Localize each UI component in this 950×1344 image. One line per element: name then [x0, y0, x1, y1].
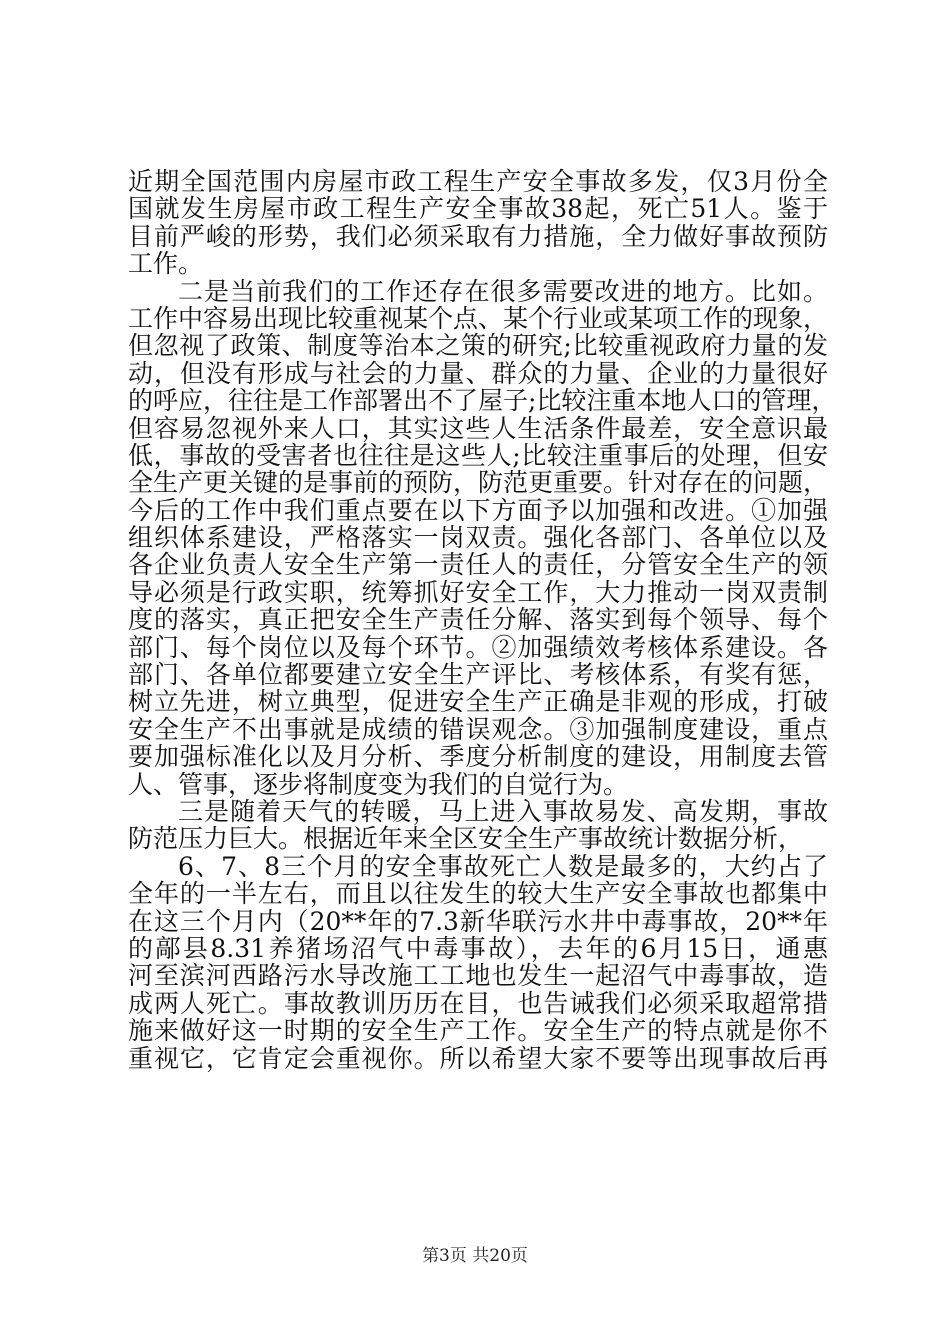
text-line: 成两人死亡。事故教训历历在目，也告诫我们必须采取超常措: [128, 988, 828, 1018]
text-line: 施来做好这一时期的安全生产工作。安全生产的特点就是你不: [128, 1016, 828, 1046]
text-line: 导必须是行政实职，统筹抓好安全工作，大力推动一岗双责制: [128, 577, 828, 607]
page-footer: 第3页 共20页: [422, 1246, 528, 1266]
text-line: 各企业负责人安全生产第一责任人的责任，分管安全生产的领: [128, 550, 828, 580]
text-line: 目前严峻的形势，我们必须采取有力措施，全力做好事故预防: [128, 221, 828, 251]
text-line: 近期全国范围内房屋市政工程生产安全事故多发，仅3月份全: [128, 167, 828, 196]
text-line: 的鄗县8.31养猪场沼气中毒事故），去年的6月15日，通惠: [128, 933, 828, 963]
text-line: 工作中容易出现比较重视某个点、某个行业或某项工作的现象，: [128, 303, 829, 333]
text-line: 6、7、8三个月的安全事故死亡人数是最多的，大约占了: [178, 851, 828, 881]
text-line: 人、管事，逐步将制度变为我们的自觉行为。: [128, 769, 629, 799]
text-line: 部门、每个岗位以及每个环节。②加强绩效考核体系建设。各: [128, 632, 828, 662]
text-line: 安全生产不出事就是成绩的错误观念。③加强制度建设，重点: [128, 714, 828, 744]
text-line: 但容易忽视外来人口，其实这些人生活条件最差，安全意识最: [128, 413, 828, 443]
text-line: 河至滨河西路污水导改施工工地也发生一起沼气中毒事故，造: [128, 961, 828, 991]
text-line: 全年的一半左右，而且以往发生的较大生产安全事故也都集中: [128, 879, 828, 909]
text-line: 但忽视了政策、制度等治本之策的研究;比较重视政府力量的发: [128, 331, 828, 361]
text-line: 的呼应，往往是工作部署出不了屋子;比较注重本地人口的管理，: [128, 386, 837, 416]
text-line: 树立先进，树立典型，促进安全生产正确是非观的形成，打破: [128, 687, 828, 717]
text-line: 全生产更关键的是事前的预防，防范更重要。针对存在的问题，: [128, 468, 829, 498]
text-line: 在这三个月内（20**年的7.3新华联污水井中毒事故，20**年: [128, 906, 828, 936]
text-line: 低，事故的受害者也往往是这些人;比较注重事后的处理，但安: [128, 440, 828, 470]
text-line: 今后的工作中我们重点要在以下方面予以加强和改进。①加强: [128, 495, 828, 525]
text-line: 重视它，它肯定会重视你。所以希望大家不要等出现事故后再: [128, 1043, 828, 1073]
text-line: 要加强标准化以及月分析、季度分析制度的建设，用制度去管: [128, 742, 828, 772]
text-line: 工作。: [128, 249, 204, 279]
text-line: 度的落实，真正把安全生产责任分解、落实到每个领导、每个: [128, 605, 828, 635]
text-line: 动，但没有形成与社会的力量、群众的力量、企业的力量很好: [128, 358, 828, 388]
text-line: 部门、各单位都要建立安全生产评比、考核体系，有奖有惩，: [128, 660, 828, 690]
document-body: [128, 167, 837, 1073]
text-line: 国就发生房屋市政工程生产安全事故38起，死亡51人。鉴于: [128, 194, 828, 224]
text-line: 防范压力巨大。根据近年来全区安全生产事故统计数据分析，: [128, 824, 804, 854]
text-line: 二是当前我们的工作还存在很多需要改进的地方。比如。: [178, 276, 828, 306]
text-line: 三是随着天气的转暖，马上进入事故易发、高发期，事故: [178, 796, 828, 826]
text-line: 组织体系建设，严格落实一岗双责。强化各部门、各单位以及: [128, 523, 828, 553]
